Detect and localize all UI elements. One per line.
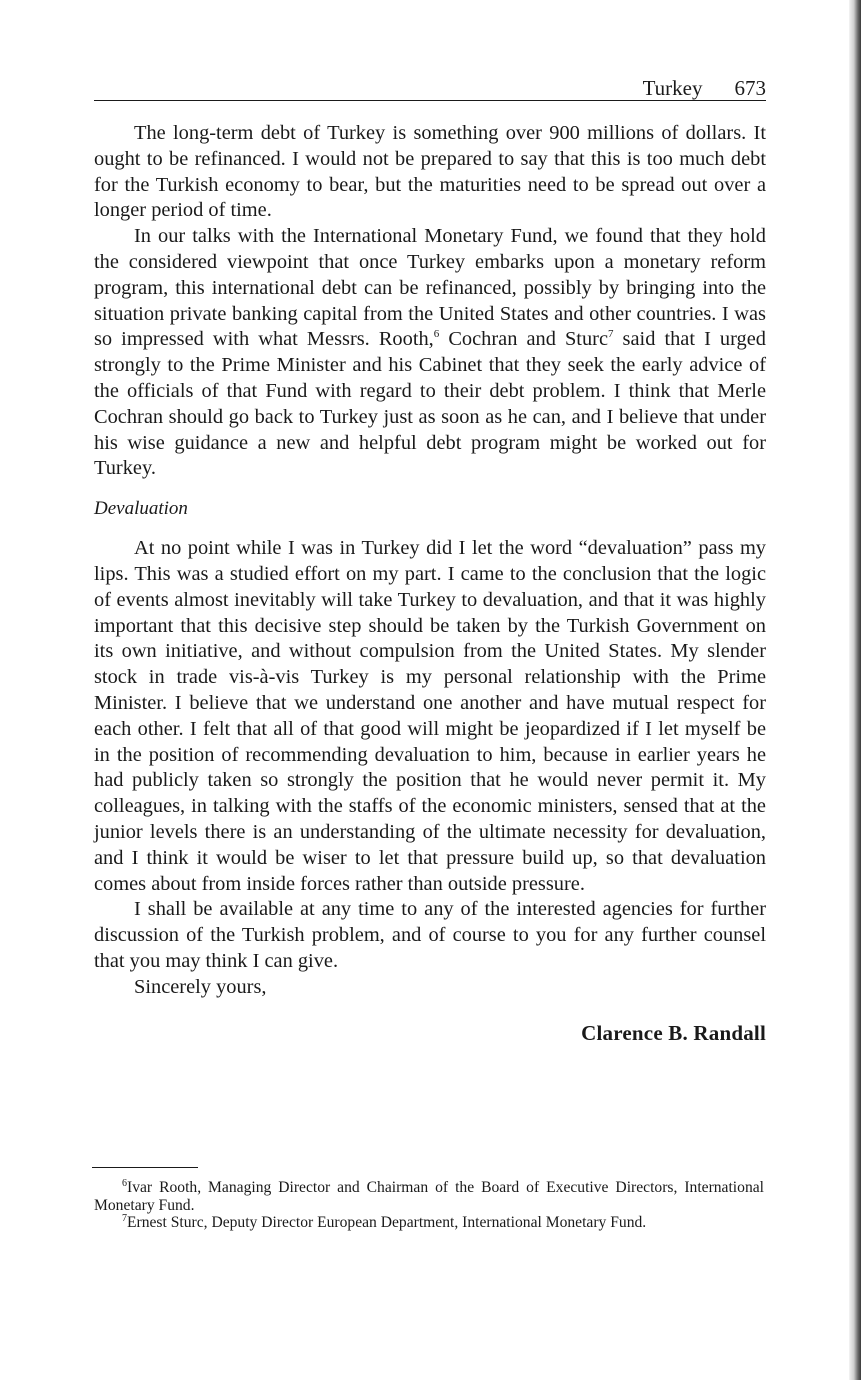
paragraph-imf-talks bbox=[94, 224, 766, 482]
page-edge-shadow bbox=[849, 0, 861, 1380]
paragraph-devaluation: At no point while I was in Turkey did I let the word “devaluation” pass my lips. This was a studied effort on my part. I came to the conclusion that the logic of events almost inevitably will take Turkey to devaluation, and that it was highly important that this decisive step should be taken by the Turkish Government on its own initiative, and without compulsion from the United States. My slender stock in trade vis-à-vis Turkey is my personal relationship with the Prime Minister. I believe that we understand one another and have mutual respect for each other. I felt that all of that good will might be jeopardized if I let myself be in the position of recommending devaluation to him, because in earlier years he had publicly taken so strongly the position that he would never permit it. My colleagues, in talking with the staffs of the economic ministers, sensed that at the junior levels there is an understanding of the ultimate necessity for devaluation, and I think it would be wiser to let that pressure build up, so that devaluation comes about from inside forces rather than outside pressure. bbox=[94, 537, 766, 895]
footnote-mark: 7 bbox=[122, 1212, 127, 1224]
running-header bbox=[94, 76, 766, 101]
footnote-divider bbox=[92, 1167, 198, 1168]
footnote-mark: 6 bbox=[122, 1177, 127, 1189]
paragraph-debt: The long-term debt of Turkey is something over 900 millions of dollars. It ought to be refinanced. I would not be prepared to say that this is too much debt for the Turkish economy to bear, but the maturities need to be spread out over a longer period of time. bbox=[94, 122, 766, 222]
paragraph-availability: I shall be available at any time to any of the interested agencies for further discussion of the Turkish problem, and of course to you for any further counsel that you may think I can give. bbox=[94, 898, 766, 972]
footnotes bbox=[94, 1179, 764, 1232]
footnote-ref: 7 bbox=[608, 328, 614, 341]
footnote-text: Ivar Rooth, Managing Director and Chairman of the Board of Executive Directors, International Monetary Fund. bbox=[94, 1179, 764, 1214]
paragraph-text: said that I urged strongly to the Prime Minister and his Cabinet that they seek the early advice of the officials of that Fund with regard to their debt problem. I think that Merle Cochran should go back to Turkey just as soon as he can, and I believe that under his wise guidance a new and helpful debt program might be worked out for Turkey. bbox=[94, 328, 766, 480]
page-number: 673 bbox=[734, 76, 766, 100]
footnote-ref: 6 bbox=[433, 328, 440, 341]
letter-body bbox=[94, 121, 766, 1046]
signature: Clarence B. Randall bbox=[581, 1020, 766, 1045]
running-title: Turkey bbox=[642, 76, 703, 100]
section-heading-devaluation: Devaluation bbox=[94, 498, 188, 520]
closing: Sincerely yours, bbox=[134, 975, 267, 998]
footnote bbox=[94, 1179, 764, 1214]
paragraph-text: In our talks with the International Monetary Fund, we found that they hold the considered viewpoint that once Turkey embarks upon a monetary reform program, this international debt can be refinanced, possibly by bringing into the situation private banking capital from the United States and other countries. I was so impressed with what Messrs. Rooth, bbox=[94, 225, 766, 351]
paragraph-text: Cochran and Sturc bbox=[439, 328, 608, 351]
footnote bbox=[94, 1214, 764, 1232]
footnote-text: Ernest Sturc, Deputy Director European Department, International Monetary Fund. bbox=[127, 1214, 647, 1231]
